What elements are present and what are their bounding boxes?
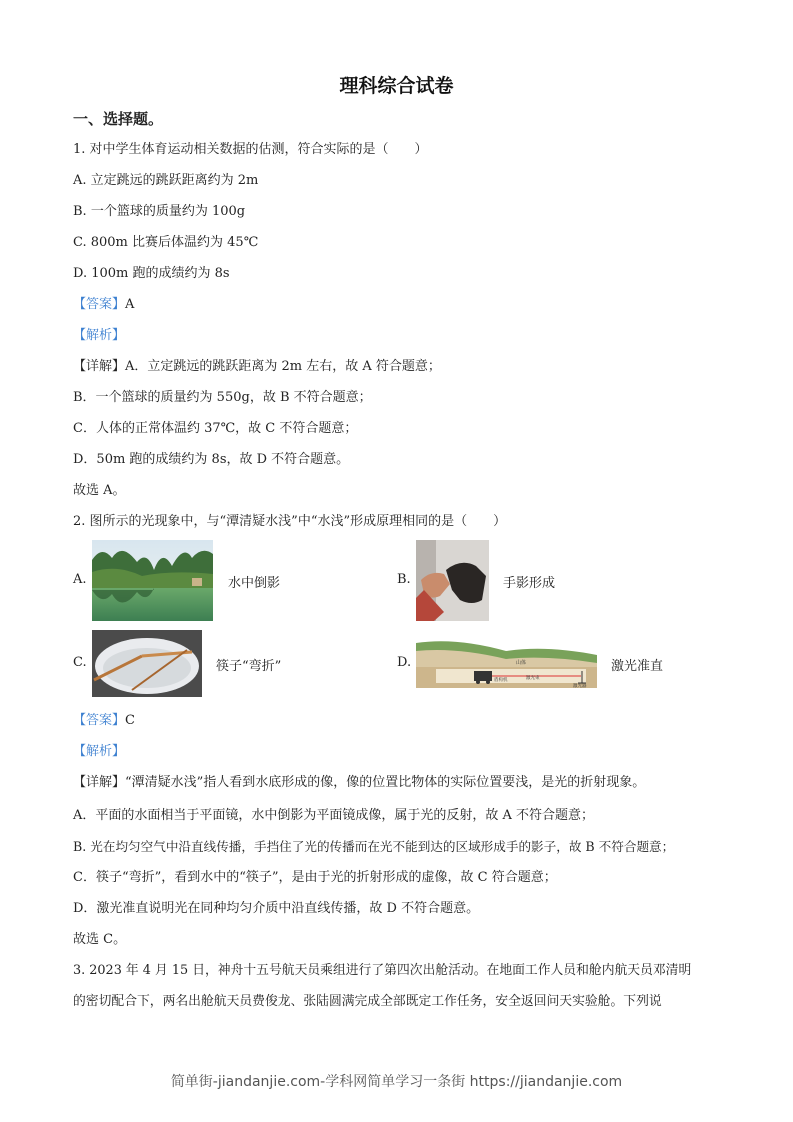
q1-analysis-tag: 【解析】 bbox=[73, 328, 126, 343]
page-title: 理科综合试卷 bbox=[339, 75, 454, 97]
q2-detail-a: A．平面的水面相当于平面镜，水中倒影为平面镜成像，属于光的反射，故 A 不符合题意； bbox=[73, 808, 595, 823]
q2-stem: 2. 图所示的光现象中，与“潭清疑水浅”中“水浅”形成原理相同的是（ ） bbox=[73, 514, 507, 529]
q1-option-a: A. 立定跳远的跳跃距离约为 2m bbox=[73, 173, 259, 188]
q1-detail-b: B．一个篮球的质量约为 550g，故 B 不符合题意； bbox=[73, 390, 372, 405]
q1-option-c: C. 800m 比赛后体温约为 45℃ bbox=[73, 235, 259, 250]
q1-detail-d: D．50m 跑的成绩约为 8s，故 D 不符合题意。 bbox=[73, 452, 350, 467]
diagram-label-mountain: 山体 bbox=[516, 660, 527, 666]
q2-analysis-tag: 【解析】 bbox=[73, 744, 126, 759]
q1-answer-line bbox=[73, 296, 134, 314]
landscape-reflection-image bbox=[92, 540, 213, 621]
q2-answer-line bbox=[73, 712, 135, 730]
q2-option-a-caption: 水中倒影 bbox=[228, 576, 281, 591]
q1-option-d: D. 100m 跑的成绩约为 8s bbox=[73, 266, 230, 281]
answer-tag: 【答案】 bbox=[73, 297, 126, 312]
q2-detail-b: B. 光在均匀空气中沿直线传播，手挡住了光的传播而在光不能到达的区域形成手的影子，故 B 不符合题意； bbox=[73, 839, 675, 854]
q1-conclusion: 故选 A。 bbox=[73, 483, 126, 498]
laser-tunnel-diagram bbox=[416, 641, 597, 688]
q1-detail-a: A．立定跳远的跳跃距离为 2m 左右，故 A 符合题意； bbox=[125, 359, 441, 374]
q1-detail-line bbox=[73, 358, 441, 376]
q2-option-c-caption: 筷子“弯折” bbox=[216, 659, 282, 674]
hand-shadow-image bbox=[416, 540, 489, 621]
q1-answer: A bbox=[125, 297, 135, 312]
answer-tag: 【答案】 bbox=[73, 713, 126, 728]
q2-detail-line bbox=[73, 774, 645, 792]
q2-option-b-letter: B. bbox=[397, 572, 411, 587]
q1-stem: 1. 对中学生体育运动相关数据的估测，符合实际的是（ ） bbox=[73, 142, 428, 157]
q2-detail-intro: “潭清疑水浅”指人看到水底形成的像，像的位置比物体的实际位置要浅，是光的折射现象。 bbox=[125, 775, 646, 790]
chopsticks-in-water-image bbox=[92, 630, 202, 697]
q2-option-d-caption: 激光准直 bbox=[611, 659, 664, 674]
q2-detail-c: C．筷子“弯折”，看到水中的“筷子”，是由于光的折射形成的虚像，故 C 符合题意； bbox=[73, 870, 557, 885]
q2-option-b-caption: 手影形成 bbox=[503, 576, 556, 591]
detail-tag: 【详解】 bbox=[73, 775, 126, 790]
q3-line-1: 3. 2023 年 4 月 15 日，神舟十五号航天员乘组进行了第四次出舱活动。在地面工作人员和舱内航天员邓清明 bbox=[73, 963, 692, 978]
q2-option-c-letter: C. bbox=[73, 655, 87, 670]
q1-option-b: B. 一个篮球的质量约为 100g bbox=[73, 204, 246, 219]
q2-detail-d: D．激光准直说明光在同种均匀介质中沿直线传播，故 D 不符合题意。 bbox=[73, 901, 480, 916]
diagram-label-tunnel: 激光束 bbox=[526, 676, 540, 681]
q1-detail-c: C．人体的正常体温约 37℃，故 C 不符合题意； bbox=[73, 421, 358, 436]
q2-option-d-letter: D. bbox=[397, 655, 412, 670]
q2-option-a-letter: A. bbox=[73, 572, 87, 587]
q2-conclusion: 故选 C。 bbox=[73, 932, 127, 947]
section-heading: 一、选择题。 bbox=[73, 110, 164, 128]
page-footer: 简单街-jiandanjie.com-学科网简单学习一条街 https://jiandanjie.com bbox=[170, 1074, 623, 1090]
diagram-label-left: 盾构机 bbox=[494, 678, 508, 683]
detail-tag: 【详解】 bbox=[73, 359, 126, 374]
q2-answer: C bbox=[125, 713, 135, 728]
q3-line-2: 的密切配合下，两名出舱航天员费俊龙、张陆圆满完成全部既定工作任务，安全返回问天实验舱。下列说 bbox=[73, 994, 662, 1009]
diagram-label-right: 激光器 bbox=[573, 684, 587, 688]
